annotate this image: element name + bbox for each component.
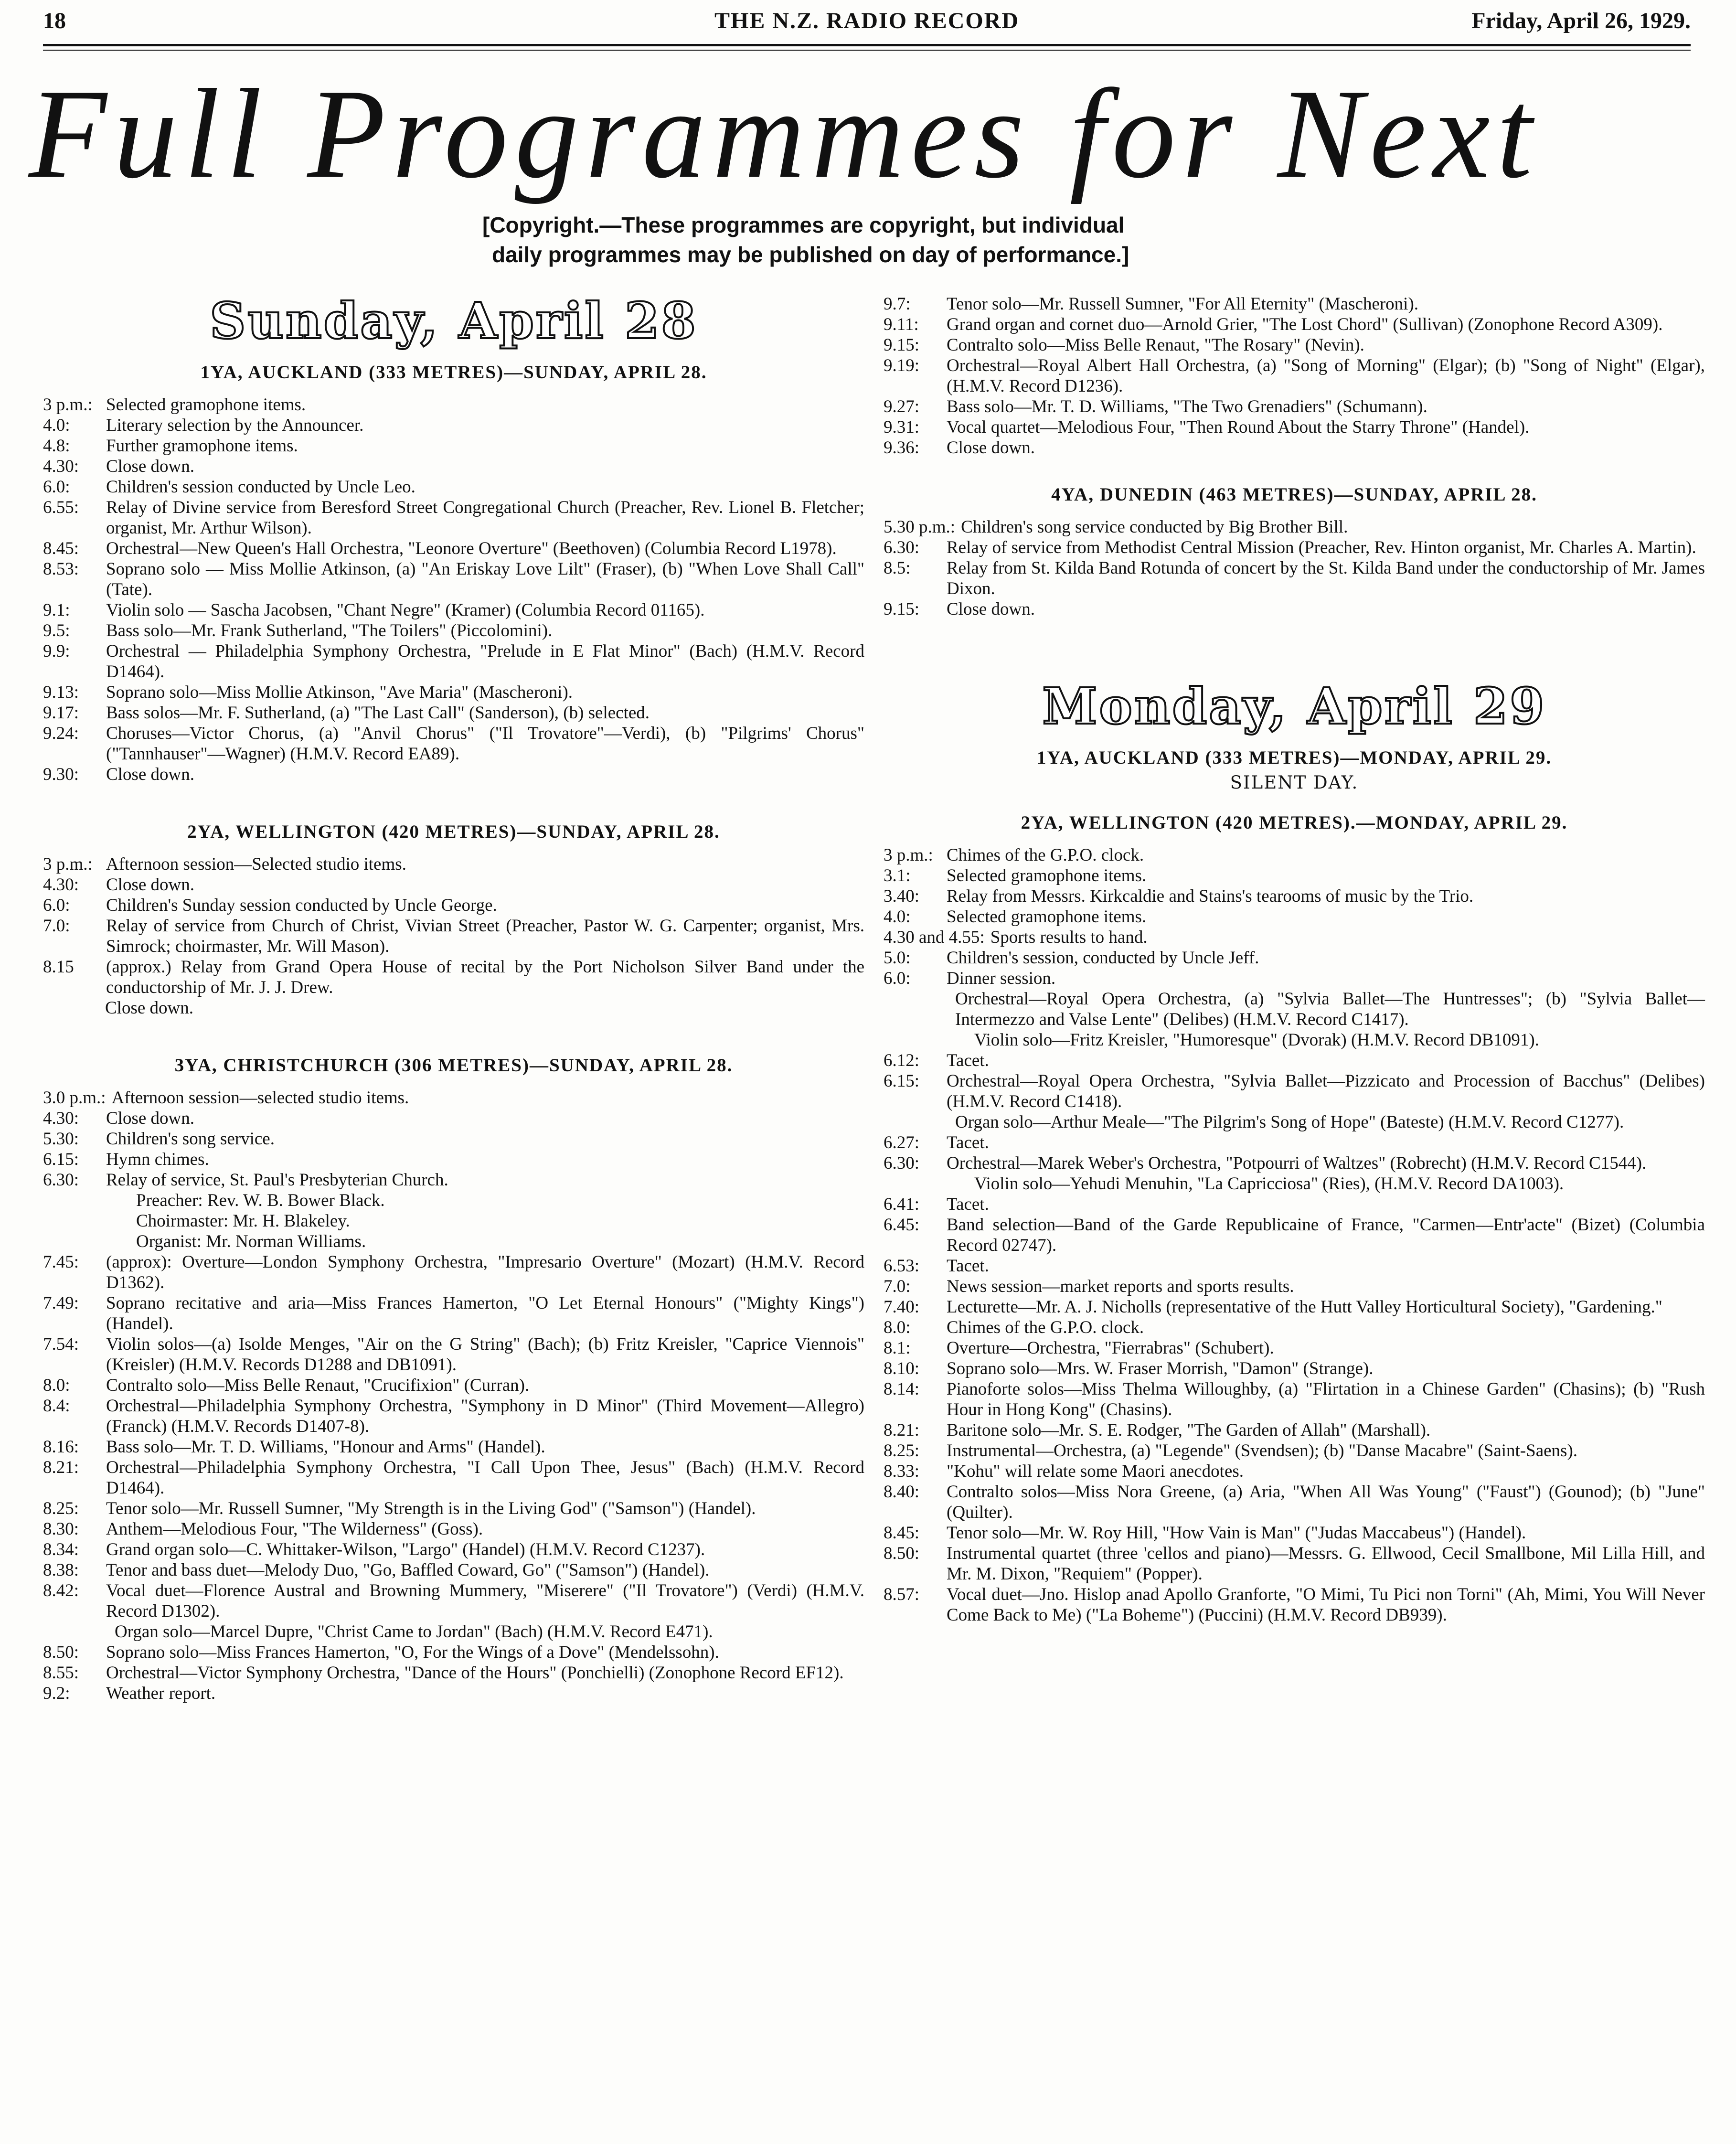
programme-description: Tacet. (947, 1256, 989, 1276)
programme-item (884, 417, 1705, 437)
programme-description: Tenor solo—Mr. Russell Sumner, "My Strength is in the Living God" ("Samson") (Handel). (106, 1499, 756, 1518)
programme-description: Anthem—Melodious Four, "The Wilderness" (Goss). (106, 1519, 483, 1539)
programme-item (43, 1683, 864, 1704)
page-number: 18 (43, 8, 66, 33)
programme-description: Relay of service from Church of Christ, Vivian Street (Preacher, Pastor W. G. Carpenter; organist, Mrs. Simrock; choirmaster, Mr. Will Mason). (106, 916, 864, 956)
programme-description: (approx.) Relay from Grand Opera House of recital by the Port Nicholson Silver Band under the conductorship of Mr. J. J. Drew. (106, 957, 864, 997)
programme-item (884, 1256, 1705, 1276)
programme-item (884, 294, 1705, 314)
programme-description: Children's song service conducted by Big Brother Bill. (961, 517, 1348, 537)
programme-description: Grand organ and cornet duo—Arnold Grier, "The Lost Chord" (Sullivan) (Zonophone Record A309). (947, 315, 1663, 334)
programme-time: 6.0: (884, 969, 911, 988)
programme-description: Relay from St. Kilda Band Rotunda of concert by the St. Kilda Band under the conductorship of Mr. James Dixon. (947, 558, 1705, 598)
programme-time: 6.27: (884, 1133, 920, 1152)
programme-description: Orchestral—Victor Symphony Orchestra, "Dance of the Hours" (Ponchielli) (Zonophone Record EF12). (106, 1663, 844, 1683)
programme-item (884, 1317, 1705, 1338)
station-heading-4ya-sunday: 4YA, DUNEDIN (463 METRES)—SUNDAY, APRIL 28. (1051, 484, 1537, 505)
programme-item (43, 895, 864, 916)
programme-subitem: Violin solo—Fritz Kreisler, "Humoresque" (Dvorak) (H.M.V. Record DB1091). (974, 1030, 1539, 1050)
programme-description: Pianoforte solos—Miss Thelma Willoughby, (a) "Flirtation in a Chinese Garden" (Chasins); (b) "Rush Hour in Hong Kong" (Chasins). (947, 1379, 1705, 1419)
programme-list (43, 1088, 864, 1190)
programme-description: Bass solo—Mr. Frank Sutherland, "The Toilers" (Piccolomini). (106, 621, 553, 640)
programme-time: 7.0: (43, 916, 70, 936)
programme-time: 6.15: (43, 1150, 79, 1169)
close-down-note: Close down. (105, 998, 193, 1018)
programme-item (43, 1252, 864, 1293)
programme-time: 4.30: (43, 457, 79, 476)
programme-item (43, 1088, 864, 1108)
programme-description: Orchestral—Marek Weber's Orchestra, "Potpourri of Waltzes" (Robrecht) (H.M.V. Record C1544). (947, 1153, 1647, 1173)
programme-time: 6.0: (43, 477, 70, 497)
programme-time: 3 p.m.: (43, 854, 93, 874)
programme-time: 8.1: (884, 1338, 911, 1358)
programme-description: Close down. (106, 1109, 194, 1128)
programme-item (884, 1543, 1705, 1584)
programme-description: Selected gramophone items. (106, 395, 306, 415)
programme-time: 8.45: (43, 539, 79, 558)
programme-item (43, 1580, 864, 1621)
programme-time: 6.30: (884, 1153, 920, 1173)
programme-time: 8.0: (884, 1318, 911, 1337)
programme-time: 8.0: (43, 1376, 70, 1395)
programme-item (884, 1482, 1705, 1523)
programme-time: 8.40: (884, 1482, 920, 1502)
programme-item (884, 1440, 1705, 1461)
programme-time: 8.34: (43, 1540, 79, 1559)
programme-description: Soprano solo—Miss Mollie Atkinson, "Ave Maria" (Mascheroni). (106, 683, 573, 702)
programme-item (43, 1149, 864, 1170)
programme-description: Children's song service. (106, 1129, 275, 1149)
service-detail: Organist: Mr. Norman Williams. (136, 1232, 366, 1251)
programme-time: 9.2: (43, 1684, 70, 1703)
programme-item (884, 1071, 1705, 1112)
programme-description: Selected gramophone items. (947, 907, 1147, 927)
programme-time: 8.53: (43, 559, 79, 579)
copyright-line: [Copyright.—These programmes are copyright, but individual (482, 213, 1125, 237)
programme-description: Contralto solos—Miss Nora Greene, (a) Aria, "When All Was Young" ("Faust") (Gounod); (b) "June" (Quilter). (947, 1482, 1705, 1522)
programme-item (884, 517, 1705, 537)
programme-item (43, 723, 864, 764)
programme-list (884, 294, 1705, 458)
programme-item (884, 907, 1705, 927)
left-column (43, 287, 864, 1704)
programme-time: 8.15 (43, 957, 74, 977)
programme-list (884, 1194, 1705, 1625)
programme-description: Contralto solo—Miss Belle Renaut, "Crucifixion" (Curran). (106, 1376, 530, 1395)
programme-time: 4.0: (43, 416, 70, 435)
programme-description: Soprano solo — Miss Mollie Atkinson, (a) "An Eriskay Love Lilt" (Fraser), (b) "When Love Shall Call" (Tate). (106, 559, 864, 599)
programme-item (884, 1338, 1705, 1358)
programme-description: Violin solos—(a) Isolde Menges, "Air on the G String" (Bach); (b) Fritz Kreisler, "Caprice Viennois" (Kreisler) (H.M.V. Records D1288 and DB1091). (106, 1334, 864, 1375)
station-heading-1ya-monday: 1YA, AUCKLAND (333 METRES)—MONDAY, APRIL 29. (1036, 747, 1552, 768)
programme-item (884, 599, 1705, 619)
page-headline: Full Programmes for Next (29, 63, 1539, 204)
programme-description: Afternoon session—Selected studio items. (106, 854, 406, 874)
programme-time: 9.9: (43, 641, 70, 661)
programme-item (884, 314, 1705, 335)
programme-item (884, 865, 1705, 886)
programme-description: Literary selection by the Announcer. (106, 416, 364, 435)
header-rule-thin (43, 50, 1691, 51)
programme-item (43, 1560, 864, 1580)
programme-description: Further gramophone items. (106, 436, 298, 456)
issue-date: Friday, April 26, 1929. (1471, 8, 1691, 33)
programme-item (43, 1293, 864, 1334)
programme-time: 5.30: (43, 1129, 79, 1149)
programme-description: Tenor and bass duet—Melody Duo, "Go, Baffled Coward, Go" ("Samson") (Handel). (106, 1560, 710, 1580)
programme-item (43, 703, 864, 723)
programme-time: 8.33: (884, 1461, 920, 1481)
programme-item (43, 875, 864, 895)
programme-item (43, 1334, 864, 1375)
programme-description: Choruses—Victor Chorus, (a) "Anvil Chorus" ("Il Trovatore"—Verdi), (b) "Pilgrims' Chorus" ("Tannhauser"—Wagner) (H.M.V. Record EA89). (106, 724, 864, 764)
programme-description: Band selection—Band of the Garde Republicaine of France, "Carmen—Entr'acte" (Bizet) (Columbia Record 02747). (947, 1215, 1705, 1255)
programme-description: Close down. (106, 457, 194, 476)
programme-list (43, 395, 864, 785)
programme-description: Orchestral—Royal Opera Orchestra, "Sylvia Ballet—Pizzicato and Procession of Bacchus" (Delibes) (H.M.V. Record C1418). (947, 1071, 1705, 1111)
programme-time: 4.30: (43, 875, 79, 895)
programme-description: Sports results to hand. (990, 928, 1148, 947)
programme-description: Soprano solo—Miss Frances Hamerton, "O, For the Wings of a Dove" (Mendelssohn). (106, 1643, 719, 1662)
programme-item (43, 1129, 864, 1149)
programme-time: 8.45: (884, 1523, 920, 1543)
programme-description: Children's Sunday session conducted by Uncle George. (106, 896, 497, 915)
programme-item (884, 1132, 1705, 1153)
programme-time: 8.16: (43, 1437, 79, 1457)
programme-description: Soprano solo—Mrs. W. Fraser Morrish, "Damon" (Strange). (947, 1359, 1374, 1378)
programme-list (884, 1050, 1705, 1112)
service-detail: Preacher: Rev. W. B. Bower Black. (136, 1191, 385, 1210)
programme-item (43, 395, 864, 415)
programme-description: News session—market reports and sports results. (947, 1277, 1294, 1296)
programme-list (884, 845, 1705, 989)
programme-description: Relay of service, St. Paul's Presbyterian Church. (106, 1170, 448, 1190)
programme-item (43, 415, 864, 436)
programme-description: Overture—Orchestra, "Fierrabras" (Schubert). (947, 1338, 1274, 1358)
programme-description: Grand organ solo—C. Whittaker-Wilson, "Largo" (Handel) (H.M.V. Record C1237). (106, 1540, 705, 1559)
programme-time: 8.38: (43, 1560, 79, 1580)
programme-item (43, 477, 864, 497)
programme-description: Relay from Messrs. Kirkcaldie and Stains's tearooms of music by the Trio. (947, 886, 1474, 906)
programme-item (43, 436, 864, 456)
programme-time: 3 p.m.: (884, 845, 933, 865)
programme-time: 5.30 p.m.: (884, 517, 956, 537)
programme-subitem: Orchestral—Royal Opera Orchestra, (a) "Sylvia Ballet—The Huntresses"; (b) "Sylvia Ballet—Intermezzo and Valse Lente" (Delibes) (H.M.V. Record C1417). (955, 989, 1705, 1029)
programme-item (884, 537, 1705, 558)
programme-description: Bass solo—Mr. T. D. Williams, "Honour and Arms" (Handel). (106, 1437, 545, 1457)
programme-item (884, 396, 1705, 417)
programme-time: 9.36: (884, 438, 920, 458)
programme-description: Relay of service from Methodist Central Mission (Preacher, Rev. Hinton organist, Mr. Charles A. Martin). (947, 538, 1696, 557)
programme-description: Instrumental quartet (three 'cellos and piano)—Messrs. G. Ellwood, Cecil Smallbone, Mil Lilla Hill, and Mr. M. Dixon, "Requiem" (Popper). (947, 1544, 1705, 1584)
programme-list (43, 1642, 864, 1704)
programme-description: Hymn chimes. (106, 1150, 209, 1169)
programme-item (884, 948, 1705, 968)
programme-time: 6.15: (884, 1071, 920, 1091)
programme-description: "Kohu" will relate some Maori anecdotes. (947, 1461, 1244, 1481)
programme-time: 9.31: (884, 417, 920, 437)
programme-time: 8.25: (43, 1499, 79, 1518)
programme-item (43, 641, 864, 682)
day-heading-monday: Monday, April 29 (1042, 677, 1546, 736)
programme-description: Chimes of the G.P.O. clock. (947, 845, 1144, 865)
programme-time: 9.17: (43, 703, 79, 723)
programme-time: 8.21: (43, 1458, 79, 1477)
programme-item (43, 1498, 864, 1519)
programme-time: 9.30: (43, 765, 79, 784)
programme-description: Dinner session. (947, 969, 1056, 988)
programme-time: 9.27: (884, 397, 920, 416)
programme-item (884, 1420, 1705, 1440)
programme-list (884, 1132, 1705, 1173)
programme-item (43, 1642, 864, 1663)
programme-description: Orchestral—New Queen's Hall Orchestra, "Leonore Overture" (Beethoven) (Columbia Record L1978). (106, 539, 837, 558)
programme-list (884, 517, 1705, 619)
programme-item (43, 1437, 864, 1457)
programme-time: 8.25: (884, 1441, 920, 1461)
programme-time: 7.0: (884, 1277, 911, 1296)
programme-description: Weather report. (106, 1684, 216, 1703)
programme-item (884, 927, 1705, 948)
programme-subitem: Organ solo—Arthur Meale—"The Pilgrim's Song of Hope" (Bateste) (H.M.V. Record C1277). (955, 1112, 1624, 1132)
programme-time: 7.49: (43, 1293, 79, 1313)
programme-time: 9.19: (884, 356, 920, 375)
programme-description: Tacet. (947, 1051, 989, 1070)
programme-time: 9.13: (43, 683, 79, 702)
programme-item (43, 1396, 864, 1437)
programme-time: 6.41: (884, 1195, 920, 1214)
programme-item (43, 456, 864, 477)
programme-item (884, 1215, 1705, 1256)
programme-item (43, 1457, 864, 1498)
programme-item (43, 854, 864, 875)
programme-time: 6.45: (884, 1215, 920, 1235)
station-heading-2ya-monday: 2YA, WELLINGTON (420 METRES).—MONDAY, APRIL 29. (1021, 812, 1568, 833)
day-heading-sunday: Sunday, April 28 (210, 291, 698, 350)
programme-list (43, 1252, 864, 1621)
programme-description: Close down. (947, 438, 1035, 458)
station-heading-2ya-sunday: 2YA, WELLINGTON (420 METRES)—SUNDAY, APRIL 28. (187, 821, 720, 842)
programme-description: Close down. (106, 875, 194, 895)
copyright-notice (482, 210, 1294, 269)
programme-item (884, 1523, 1705, 1543)
silent-day-note: SILENT DAY. (1230, 772, 1359, 793)
programme-time: 8.21: (884, 1420, 920, 1440)
programme-item (884, 1379, 1705, 1420)
programme-description: (approx): Overture—London Symphony Orchestra, "Impresario Overture" (Mozart) (H.M.V. Record D1362). (106, 1252, 864, 1292)
programme-item (884, 335, 1705, 355)
programme-time: 6.0: (43, 896, 70, 915)
programme-item (884, 845, 1705, 865)
programme-item (43, 538, 864, 559)
programme-description: Violin solo — Sascha Jacobsen, "Chant Negre" (Kramer) (Columbia Record 01165). (106, 600, 705, 620)
programme-item (884, 1297, 1705, 1317)
programme-item (884, 1050, 1705, 1071)
programme-description: Orchestral—Royal Albert Hall Orchestra, (a) "Song of Morning" (Elgar); (b) "Song of Night" (Elgar), (H.M.V. Record D1236). (947, 356, 1705, 396)
programme-time: 9.24: (43, 724, 79, 743)
programme-time: 4.8: (43, 436, 70, 456)
programme-item (43, 1663, 864, 1683)
programme-time: 8.50: (884, 1544, 920, 1563)
programme-item (43, 957, 864, 998)
programme-time: 3.1: (884, 866, 911, 885)
programme-description: Vocal duet—Jno. Hislop anad Apollo Granforte, "O Mimi, Tu Pici non Torni" (Ah, Mimi, You Will Never Come Back to Me) ("La Boheme") (Puccini) (H.M.V. Record DB939). (947, 1585, 1705, 1625)
programme-item (884, 886, 1705, 907)
station-heading-3ya-sunday: 3YA, CHRISTCHURCH (306 METRES)—SUNDAY, APRIL 28. (174, 1055, 733, 1076)
publication-title: THE N.Z. RADIO RECORD (714, 8, 1020, 33)
programme-description: Bass solos—Mr. F. Sutherland, (a) "The Last Call" (Sanderson), (b) selected. (106, 703, 650, 723)
programme-description: Close down. (947, 599, 1035, 619)
programme-time: 6.30: (884, 538, 920, 557)
programme-time: 8.55: (43, 1663, 79, 1683)
programme-time: 9.15: (884, 335, 920, 355)
programme-description: Children's session, conducted by Uncle Jeff. (947, 948, 1259, 968)
programme-time: 6.30: (43, 1170, 79, 1190)
programme-time: 8.5: (884, 558, 911, 578)
programme-description: Tenor solo—Mr. W. Roy Hill, "How Vain is Man" ("Judas Maccabeus") (Handel). (947, 1523, 1526, 1543)
programme-time: 8.10: (884, 1359, 920, 1378)
programme-item (884, 355, 1705, 396)
programme-item (43, 682, 864, 703)
programme-item (884, 1276, 1705, 1297)
programme-item (884, 1153, 1705, 1173)
programme-item (43, 600, 864, 620)
programme-time: 8.42: (43, 1581, 79, 1600)
programme-time: 6.12: (884, 1051, 920, 1070)
programme-description: Chimes of the G.P.O. clock. (947, 1318, 1144, 1337)
programme-subitem: Organ solo—Marcel Dupre, "Christ Came to Jordan" (Bach) (H.M.V. Record E471). (115, 1622, 713, 1642)
programme-description: Vocal duet—Florence Austral and Browning Mummery, "Miserere" ("Il Trovatore") (Verdi) (H.M.V. Record D1302). (106, 1581, 864, 1621)
programme-time: 7.45: (43, 1252, 79, 1272)
programme-item (43, 1108, 864, 1129)
programme-description: Relay of Divine service from Beresford Street Congregational Church (Preacher, Rev. Lionel B. Fletcher; organist, Mr. Arthur Wilson). (106, 498, 864, 538)
station-heading-1ya-sunday: 1YA, AUCKLAND (333 METRES)—SUNDAY, APRIL 28. (200, 362, 707, 383)
programme-time: 9.15: (884, 599, 920, 619)
programme-description: Children's session conducted by Uncle Leo. (106, 477, 415, 497)
programme-item (43, 497, 864, 538)
programme-description: Orchestral — Philadelphia Symphony Orchestra, "Prelude in E Flat Minor" (Bach) (H.M.V. Record D1464). (106, 641, 864, 682)
copyright-line: daily programmes may be published on day of performance.] (492, 242, 1129, 267)
programme-time: 7.54: (43, 1334, 79, 1354)
programme-time: 4.30: (43, 1109, 79, 1128)
programme-time: 8.30: (43, 1519, 79, 1539)
programme-description: Afternoon session—selected studio items. (111, 1088, 409, 1108)
programme-time: 6.55: (43, 498, 79, 517)
programme-item (43, 1375, 864, 1396)
programme-description: Tacet. (947, 1133, 989, 1152)
programme-description: Baritone solo—Mr. S. E. Rodger, "The Garden of Allah" (Marshall). (947, 1420, 1431, 1440)
service-detail: Choirmaster: Mr. H. Blakeley. (136, 1211, 350, 1231)
programme-item (884, 1194, 1705, 1215)
programme-time: 8.4: (43, 1396, 70, 1416)
programme-time: 9.5: (43, 621, 70, 640)
programme-item (884, 1461, 1705, 1482)
programme-time: 3 p.m.: (43, 395, 93, 415)
programme-description: Tenor solo—Mr. Russell Sumner, "For All Eternity" (Mascheroni). (947, 294, 1419, 314)
programme-time: 6.53: (884, 1256, 920, 1276)
programme-time: 3.40: (884, 886, 920, 906)
programme-description: Orchestral—Philadelphia Symphony Orchestra, "Symphony in D Minor" (Third Movement—Allegro) (Franck) (H.M.V. Records D1407-8). (106, 1396, 864, 1436)
programme-description: Soprano recitative and aria—Miss Frances Hamerton, "O Let Eternal Honours" ("Mighty Kings") (Handel). (106, 1293, 864, 1333)
programme-item (43, 1519, 864, 1539)
programme-description: Tacet. (947, 1195, 989, 1214)
programme-description: Selected gramophone items. (947, 866, 1147, 885)
programme-time: 7.40: (884, 1297, 920, 1317)
programme-time: 8.14: (884, 1379, 920, 1399)
programme-item (884, 558, 1705, 599)
programme-item (43, 620, 864, 641)
header-rule (43, 44, 1691, 46)
programme-list (43, 854, 864, 998)
programme-item (43, 1539, 864, 1560)
programme-description: Lecturette—Mr. A. J. Nicholls (representative of the Hutt Valley Horticultural Society), "Gardening." (947, 1297, 1662, 1317)
programme-description: Vocal quartet—Melodious Four, "Then Round About the Starry Throne" (Handel). (947, 417, 1530, 437)
programme-item (43, 559, 864, 600)
programme-time: 4.30 and 4.55: (884, 928, 985, 947)
programme-time: 8.57: (884, 1585, 920, 1604)
programme-item (884, 437, 1705, 458)
programme-time: 9.11: (884, 315, 919, 334)
programme-description: Orchestral—Philadelphia Symphony Orchestra, "I Call Upon Thee, Jesus" (Bach) (H.M.V. Record D1464). (106, 1458, 864, 1498)
programme-description: Contralto solo—Miss Belle Renaut, "The Rosary" (Nevin). (947, 335, 1364, 355)
programme-description: Bass solo—Mr. T. D. Williams, "The Two Grenadiers" (Schumann). (947, 397, 1427, 416)
programme-time: 9.1: (43, 600, 70, 620)
right-column (884, 294, 1705, 1625)
programme-item (43, 1170, 864, 1190)
programme-time: 9.7: (884, 294, 911, 314)
programme-item (43, 916, 864, 957)
programme-time: 5.0: (884, 948, 911, 968)
programme-item (884, 968, 1705, 989)
running-header (43, 4, 1691, 37)
programme-item (884, 1358, 1705, 1379)
programme-description: Instrumental—Orchestra, (a) "Legende" (Svendsen); (b) "Danse Macabre" (Saint-Saens). (947, 1441, 1578, 1461)
programme-item (884, 1584, 1705, 1625)
programme-time: 4.0: (884, 907, 911, 927)
programme-subitem: Violin solo—Yehudi Menuhin, "La Capricciosa" (Ries), (H.M.V. Record DA1003). (974, 1174, 1564, 1194)
programme-time: 8.50: (43, 1643, 79, 1662)
programme-item (43, 764, 864, 785)
programme-description: Close down. (106, 765, 194, 784)
programme-time: 3.0 p.m.: (43, 1088, 106, 1108)
